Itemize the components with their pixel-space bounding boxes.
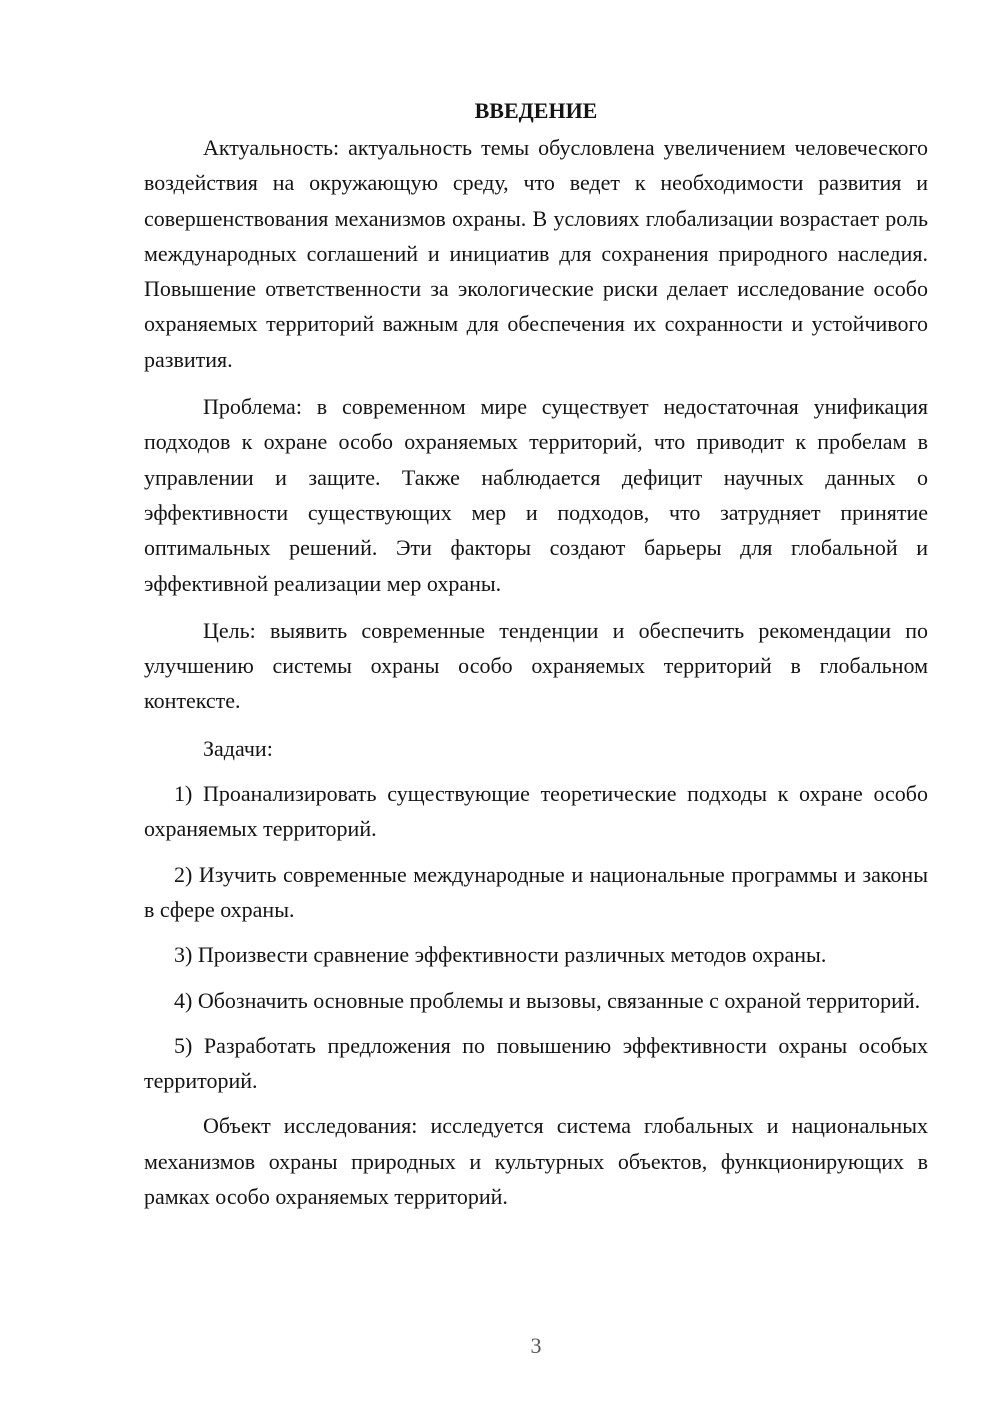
- paragraph-goal: Цель: выявить современные тенденции и обеспечить рекомендации по улучшению системы охраны особо охраняемых территорий в глобальном контексте.: [144, 617, 928, 714]
- document-page: [144, 96, 928, 1226]
- paragraph-relevance: Актуальность: актуальность темы обусловлена увеличением человеческого воздействия на окружающую среду, что ведет к необходимости развития и совершенствования механизмов охраны. В условиях глобализации возрастает роль международных соглашений и инициатив для сохранения природного наследия. Повышение ответственности за экологические риски делает исследование особо охраняемых территорий важным для обеспечения их сохранности и устойчивого развития.: [144, 135, 928, 372]
- task-item-1: 1) Проанализировать существующие теоретические подходы к охране особо охраняемых территорий.: [144, 781, 928, 842]
- paragraph-object: Объект исследования: исследуется система глобальных и национальных механизмов охраны природных и культурных объектов, функционирующих в рамках особо охраняемых территорий.: [144, 1113, 928, 1210]
- tasks-label: Задачи:: [203, 735, 273, 761]
- task-item-4: 4) Обозначить основные проблемы и вызовы, связанные с охраной территорий.: [174, 987, 921, 1013]
- page-number: 3: [530, 1333, 542, 1358]
- task-item-2: 2) Изучить современные международные и национальные программы и законы в сфере охраны.: [144, 861, 928, 922]
- task-item-5: 5) Разработать предложения по повышению эффективности охраны особых территорий.: [144, 1032, 928, 1094]
- paragraph-problem: Проблема: в современном мире существует недостаточная унификация подходов к охране особо охраняемых территорий, что приводит к пробелам в управлении и защите. Также наблюдается дефицит научных данных о эффективности существующих мер и подходов, что затрудняет принятие оптимальных решений. Эти факторы создают барьеры для глобальной и эффективной реализации мер охраны.: [144, 394, 928, 596]
- task-item-3: 3) Произвести сравнение эффективности различных методов охраны.: [174, 942, 827, 968]
- section-title: ВВЕДЕНИЕ: [474, 98, 598, 123]
